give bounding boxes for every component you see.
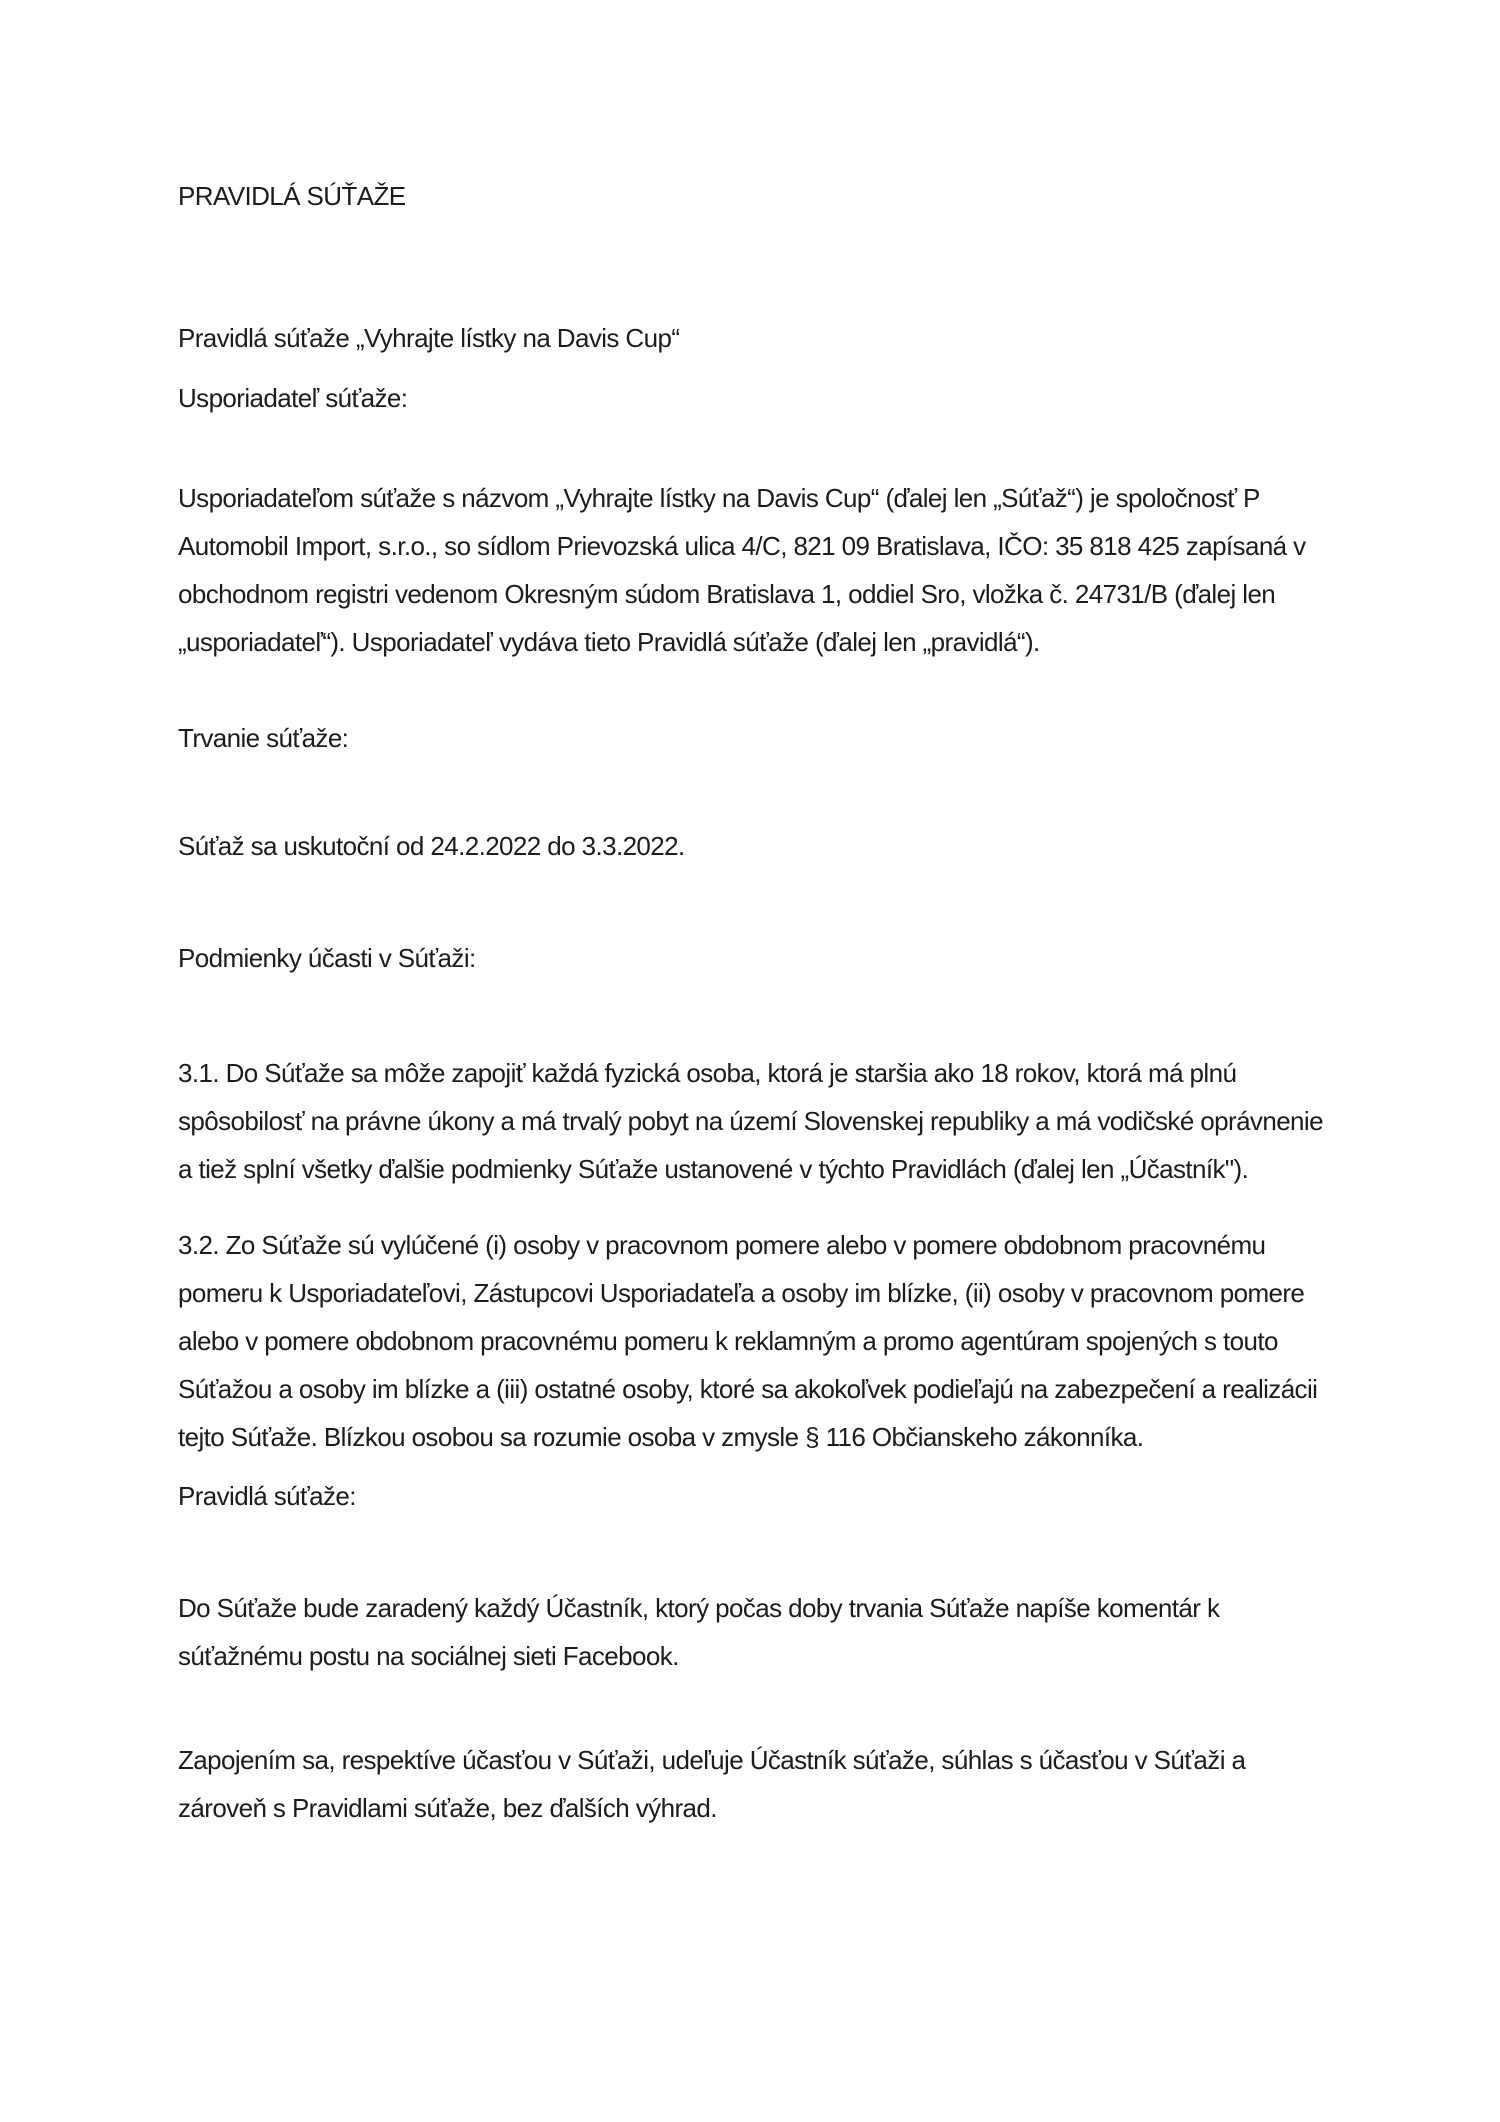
condition-3-2-paragraph: 3.2. Zo Súťaže sú vylúčené (i) osoby v pracovnom pomere alebo v pomere obdobnom pracovnému pomeru k Usporiadateľovi, Zástupcovi Usporiadateľa a osoby im blízke, (ii) osoby v pracovnom pomere alebo v pomere obdobnom pracovnému pomeru k reklamným a promo agentúram spojených s touto Súťažou a osoby im blízke a (iii) ostatné osoby, ktoré sa akokoľvek podieľajú na zabezpečení a realizácii tejto Súťaže. Blízkou osobou sa rozumie osoba v zmysle § 116 Občianskeho zákonníka.: [178, 1230, 1318, 1452]
conditions-heading: Podmienky účasti v Súťaži:: [178, 943, 476, 973]
rules-paragraph-consent: Zapojením sa, respektíve účasťou v Súťaži, udeľuje Účastník súťaže, súhlas s účasťou v Súťaži a zároveň s Pravidlami súťaže, bez ďalších výhrad.: [178, 1745, 1246, 1823]
organizer-heading: Usporiadateľ súťaže:: [178, 383, 408, 413]
duration-heading: Trvanie súťaže:: [178, 723, 349, 753]
rules-heading: Pravidlá súťaže:: [178, 1481, 356, 1511]
organizer-paragraph: Usporiadateľom súťaže s názvom „Vyhrajte lístky na Davis Cup“ (ďalej len „Súťaž“) je spoločnosť P Automobil Import, s.r.o., so sídlom Prievozská ulica 4/C, 821 09 Bratislava, IČO: 35 818 425 zapísaná v obchodnom registri vedenom Okresným súdom Bratislava 1, oddiel Sro, vložka č. 24731/B (ďalej len „usporiadateľ“). Usporiadateľ vydáva tieto Pravidlá súťaže (ďalej len „pravidlá“).: [178, 483, 1306, 657]
duration-paragraph: Súťaž sa uskutoční od 24.2.2022 do 3.3.2022.: [178, 831, 685, 861]
document-subtitle: Pravidlá súťaže „Vyhrajte lístky na Davis Cup“: [178, 323, 680, 353]
document-title: PRAVIDLÁ SÚŤAŽE: [178, 181, 406, 211]
condition-3-1-paragraph: 3.1. Do Súťaže sa môže zapojiť každá fyzická osoba, ktorá je staršia ako 18 rokov, ktorá má plnú spôsobilosť na právne úkony a má trvalý pobyt na území Slovenskej republiky a má vodičské oprávnenie a tiež splní všetky ďalšie podmienky Súťaže ustanovené v týchto Pravidlách (ďalej len „Účastník").: [178, 1058, 1323, 1184]
rules-paragraph-entry: Do Súťaže bude zaradený každý Účastník, ktorý počas doby trvania Súťaže napíše komentár k súťažnému postu na sociálnej sieti Facebook.: [178, 1593, 1220, 1671]
